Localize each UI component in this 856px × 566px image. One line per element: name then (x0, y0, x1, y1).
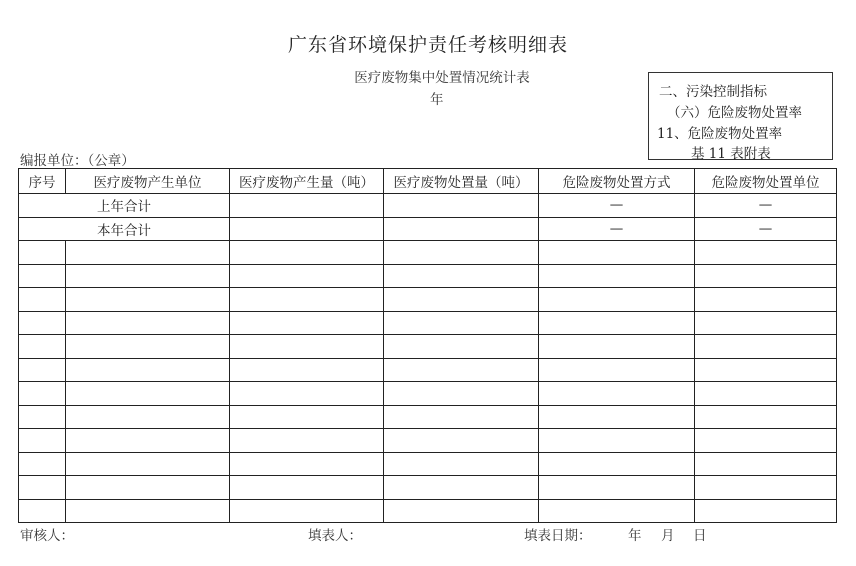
table-cell[interactable] (384, 476, 539, 500)
table-cell[interactable] (19, 499, 66, 523)
table-cell[interactable] (695, 335, 837, 359)
summary-dash: — (539, 217, 695, 241)
table-cell[interactable] (539, 476, 695, 500)
table-cell[interactable] (66, 382, 230, 406)
form-title: 广东省环境保护责任考核明细表 (287, 34, 568, 56)
table-cell[interactable] (539, 288, 695, 312)
table-cell[interactable] (66, 358, 230, 382)
table-cell[interactable] (19, 288, 66, 312)
reviewer-label: 审核人： (20, 528, 74, 544)
table-cell[interactable] (66, 429, 230, 453)
table-cell[interactable] (230, 382, 384, 406)
table-cell[interactable] (695, 499, 837, 523)
table-cell[interactable] (19, 405, 66, 429)
table-cell[interactable] (230, 358, 384, 382)
table-cell[interactable] (66, 264, 230, 288)
table-cell[interactable] (230, 194, 384, 218)
table-cell[interactable] (19, 241, 66, 265)
col-header-producer: 医疗废物产生单位 (66, 169, 230, 194)
table-cell[interactable] (230, 499, 384, 523)
summary-row-this-year (19, 217, 837, 241)
table-cell[interactable] (66, 499, 230, 523)
table-cell[interactable] (384, 288, 539, 312)
table-cell[interactable] (19, 429, 66, 453)
table-cell[interactable] (695, 429, 837, 453)
table-cell[interactable] (539, 335, 695, 359)
summary-label: 上年合计 (19, 194, 230, 218)
col-header-disposal-method: 危险废物处置方式 (539, 169, 695, 194)
date-label: 填表日期： (524, 528, 592, 544)
table-cell[interactable] (539, 241, 695, 265)
table-cell[interactable] (695, 358, 837, 382)
table-cell[interactable] (19, 358, 66, 382)
table-cell[interactable] (695, 452, 837, 476)
table-cell[interactable] (384, 311, 539, 335)
col-header-disposal-unit: 危险废物处置单位 (695, 169, 837, 194)
table-cell[interactable] (384, 241, 539, 265)
table-cell[interactable] (695, 311, 837, 335)
table-cell[interactable] (66, 288, 230, 312)
table-cell[interactable] (230, 288, 384, 312)
table-cell[interactable] (230, 405, 384, 429)
table-cell[interactable] (539, 264, 695, 288)
table-cell[interactable] (230, 241, 384, 265)
table-cell[interactable] (695, 241, 837, 265)
table-cell[interactable] (19, 452, 66, 476)
indicator-line-3: 11、危险废物处置率 (657, 126, 783, 142)
table-cell[interactable] (66, 335, 230, 359)
col-header-disposed-amount: 医疗废物处置量（吨） (384, 169, 539, 194)
table-cell[interactable] (230, 311, 384, 335)
table-cell[interactable] (384, 335, 539, 359)
table-row (19, 264, 837, 288)
table-cell[interactable] (384, 217, 539, 241)
table-cell[interactable] (384, 264, 539, 288)
table-row (19, 429, 837, 453)
table-row (19, 452, 837, 476)
statistics-table (18, 168, 837, 523)
table-row (19, 476, 837, 500)
table-cell[interactable] (384, 429, 539, 453)
reporting-unit-label: 编报单位：（公章） (20, 153, 135, 169)
indicator-line-2: （六）危险废物处置率 (667, 105, 802, 121)
col-header-index: 序号 (19, 169, 66, 194)
filler-label: 填表人： (308, 528, 362, 544)
table-cell[interactable] (384, 499, 539, 523)
indicator-box (648, 72, 833, 160)
table-cell[interactable] (66, 241, 230, 265)
table-cell[interactable] (695, 382, 837, 406)
table-cell[interactable] (66, 452, 230, 476)
table-cell[interactable] (230, 429, 384, 453)
table-cell[interactable] (19, 382, 66, 406)
table-header-row (19, 169, 837, 194)
summary-label: 本年合计 (19, 217, 230, 241)
table-cell[interactable] (230, 264, 384, 288)
table-cell[interactable] (19, 311, 66, 335)
table-cell[interactable] (539, 311, 695, 335)
summary-row-last-year (19, 194, 837, 218)
table-cell[interactable] (539, 452, 695, 476)
table-row (19, 335, 837, 359)
table-cell[interactable] (230, 335, 384, 359)
table-row (19, 288, 837, 312)
table-cell[interactable] (539, 405, 695, 429)
table-cell[interactable] (695, 288, 837, 312)
table-row (19, 405, 837, 429)
summary-dash: — (695, 217, 837, 241)
indicator-line-4: 基 11 表附表 (691, 146, 771, 162)
table-row (19, 382, 837, 406)
table-row (19, 311, 837, 335)
table-cell[interactable] (384, 358, 539, 382)
col-header-produced-amount: 医疗废物产生量（吨） (230, 169, 384, 194)
table-cell[interactable] (384, 452, 539, 476)
table-row (19, 499, 837, 523)
summary-dash: — (539, 194, 695, 218)
year-label: 年 (430, 92, 444, 108)
date-year: 年 (628, 528, 642, 544)
table-row (19, 358, 837, 382)
indicator-line-1: 二、污染控制指标 (659, 84, 767, 100)
table-cell[interactable] (695, 264, 837, 288)
table-cell[interactable] (19, 476, 66, 500)
date-month: 月 (661, 528, 675, 544)
table-cell[interactable] (384, 194, 539, 218)
table-cell[interactable] (695, 476, 837, 500)
table-cell[interactable] (66, 405, 230, 429)
table-cell[interactable] (539, 358, 695, 382)
table-row (19, 241, 837, 265)
table-cell[interactable] (384, 405, 539, 429)
summary-dash: — (695, 194, 837, 218)
table-cell[interactable] (384, 382, 539, 406)
table-cell[interactable] (539, 382, 695, 406)
table-cell[interactable] (66, 476, 230, 500)
date-day: 日 (693, 528, 707, 544)
table-cell[interactable] (539, 499, 695, 523)
table-cell[interactable] (695, 405, 837, 429)
table-cell[interactable] (230, 217, 384, 241)
table-cell[interactable] (19, 264, 66, 288)
table-cell[interactable] (539, 429, 695, 453)
table-cell[interactable] (66, 311, 230, 335)
form-subtitle: 医疗废物集中处置情况统计表 (354, 70, 530, 86)
table-cell[interactable] (19, 335, 66, 359)
table-cell[interactable] (230, 476, 384, 500)
table-cell[interactable] (230, 452, 384, 476)
